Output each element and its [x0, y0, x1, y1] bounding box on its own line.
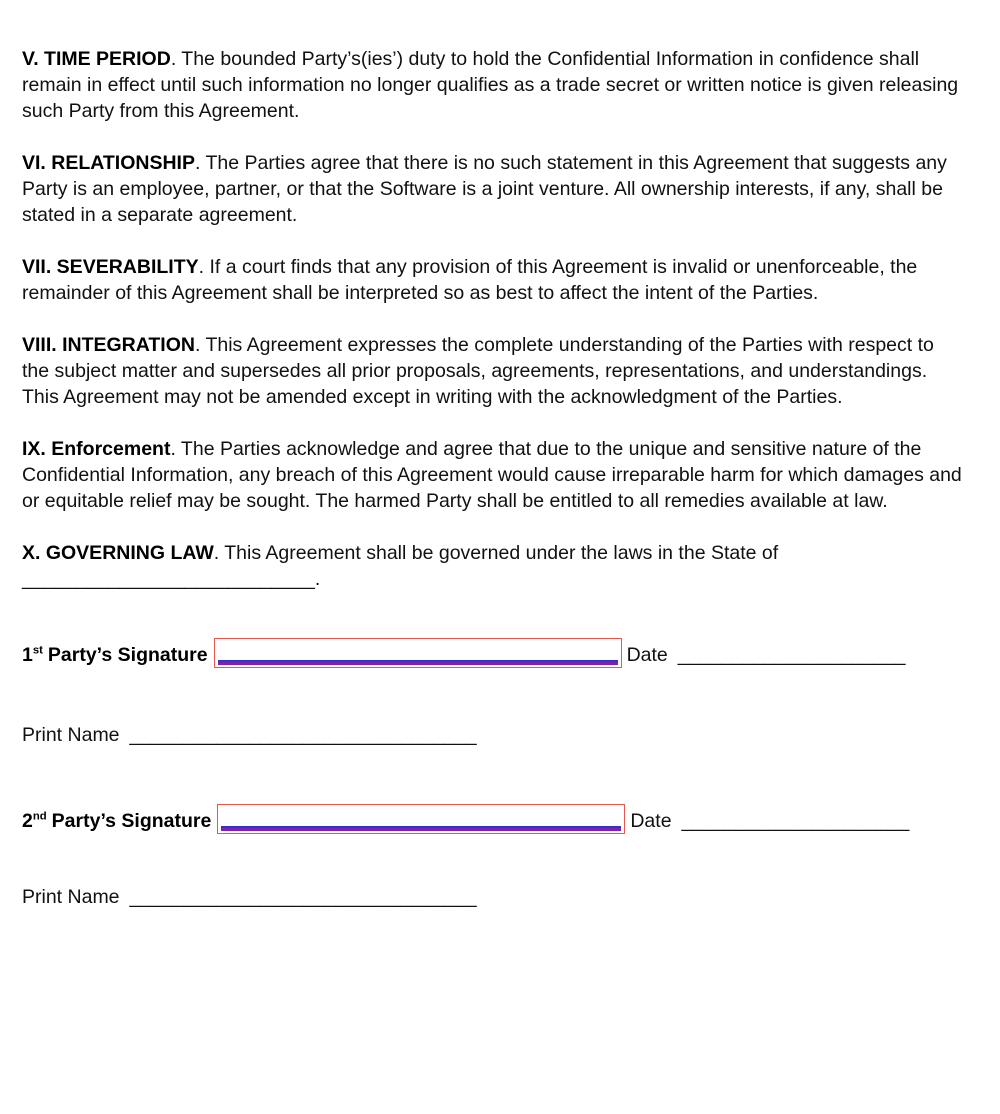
signature-underline-purple [221, 828, 621, 831]
section-governing-law-heading: X. GOVERNING LAW [22, 542, 214, 564]
section-governing-law-body: . This Agreement shall be governed under the laws in the State of [213, 542, 779, 564]
first-party-signature-field[interactable] [214, 638, 622, 668]
section-enforcement [22, 436, 962, 514]
section-relationship-body: . The Parties agree that there is no such statement in this Agreement that suggests any Party is an employee, partner, or that the Software is a joint venture. All ownership interests, if any, shall be stated in a separate agreement. [22, 152, 947, 226]
first-party-print-name-label: Print Name [22, 724, 120, 746]
section-relationship [22, 150, 962, 228]
section-severability-heading: VII. SEVERABILITY [22, 256, 199, 278]
section-governing-law [22, 540, 962, 566]
signature-underline [221, 826, 621, 831]
first-party-print-name-line: ________________________________ [129, 724, 477, 746]
first-party-signature-label [22, 642, 208, 668]
first-party-ordinal: st [32, 644, 43, 657]
first-party-date-line: _____________________ [677, 644, 906, 666]
first-party-date-label: Date [626, 644, 668, 666]
first-party-label-text: Party’s Signature [47, 644, 208, 666]
first-party-signature-row [22, 638, 962, 668]
second-party-date-line: _____________________ [681, 810, 910, 832]
second-party-signature-row [22, 804, 962, 834]
section-severability [22, 254, 962, 306]
first-party-print-name-row [22, 722, 962, 748]
section-integration-heading: VIII. INTEGRATION [22, 334, 195, 356]
second-party-print-name-label: Print Name [22, 886, 120, 908]
second-party-date-label: Date [630, 810, 672, 832]
second-party-print-name-row [22, 884, 962, 910]
second-party-ordinal: nd [32, 810, 47, 823]
section-integration [22, 332, 962, 410]
second-party-label-text: Party’s Signature [51, 810, 212, 832]
second-party-signature-label [22, 808, 211, 834]
section-relationship-heading: VI. RELATIONSHIP [22, 152, 195, 174]
section-time-period [22, 46, 962, 124]
section-enforcement-body: . The Parties acknowledge and agree that due to the unique and sensitive nature of the Confidential Information, any breach of this Agreement would cause irreparable harm for which damages and or equitable relief may be sought. The harmed Party shall be entitled to all remedies available at law. [22, 438, 962, 512]
section-enforcement-heading: IX. Enforcement [22, 438, 171, 460]
second-party-number: 2 [22, 810, 33, 832]
signature-underline-purple [218, 662, 618, 665]
second-party-signature-field[interactable] [217, 804, 625, 834]
signature-underline [218, 660, 618, 665]
section-time-period-body: . The bounded Party’s(ies’) duty to hold the Confidential Information in confidence shall remain in effect until such information no longer qualifies as a trade secret or written notice is given releasing such Party from this Agreement. [22, 48, 959, 122]
section-severability-body: . If a court finds that any provision of this Agreement is invalid or unenforceable, the remainder of this Agreement shall be interpreted so as best to affect the intent of the Parties. [22, 256, 918, 304]
second-party-print-name-line: ________________________________ [129, 886, 477, 908]
section-time-period-heading: V. TIME PERIOD [22, 48, 171, 70]
section-integration-body: . This Agreement expresses the complete understanding of the Parties with respect to the subject matter and supersedes all prior proposals, agreements, representations, and understandings. This Agreement may not be amended except in writing with the acknowledgment of the Parties. [22, 334, 934, 408]
first-party-number: 1 [22, 644, 33, 666]
governing-law-state-blank: ___________________________. [22, 568, 321, 590]
